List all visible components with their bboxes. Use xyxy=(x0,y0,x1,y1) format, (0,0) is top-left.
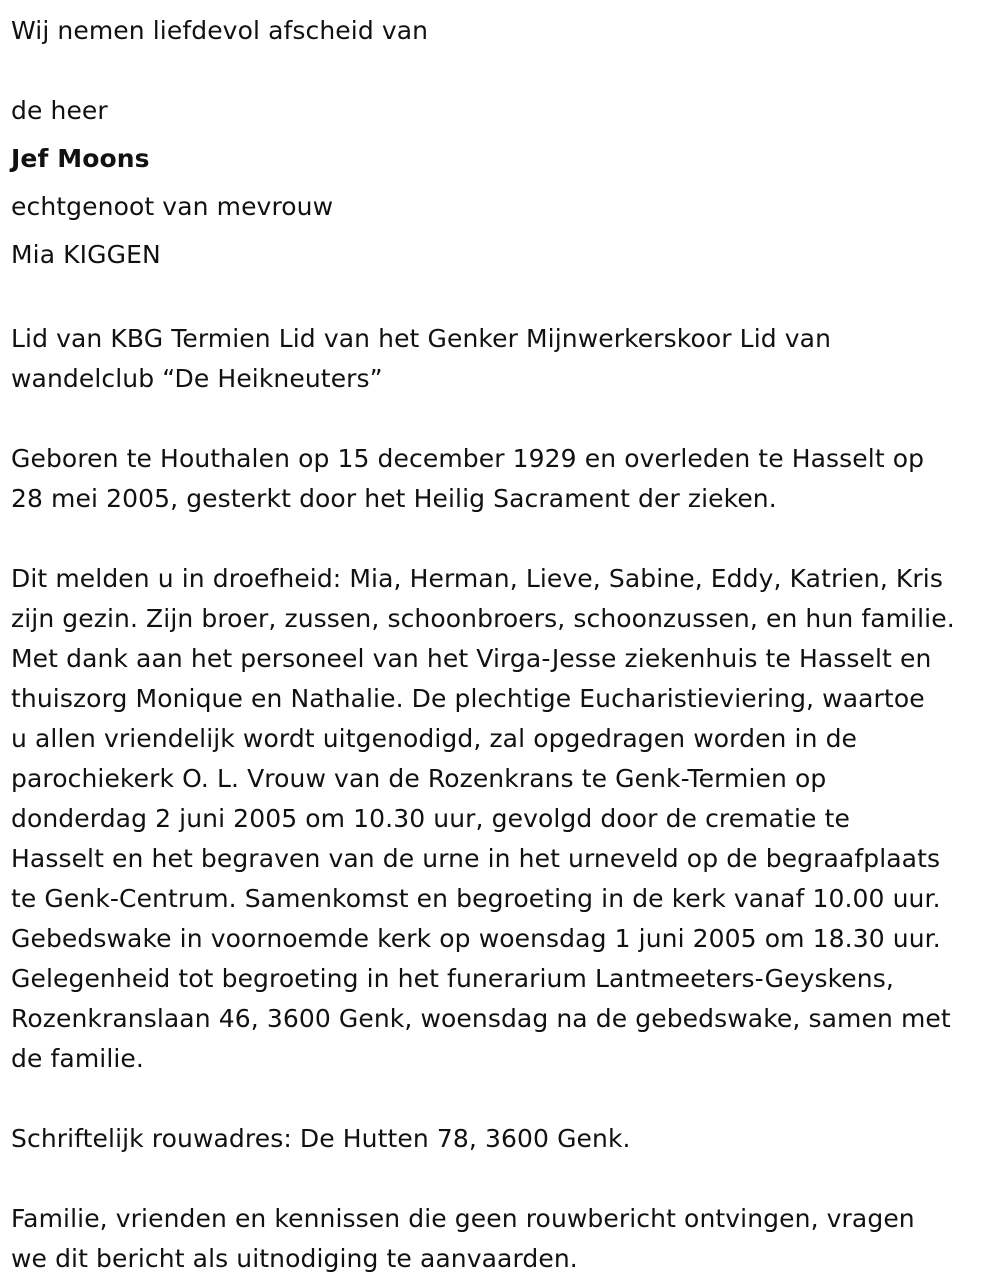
paragraph-spacer xyxy=(11,399,990,439)
spacer xyxy=(11,79,990,87)
paragraph-line: Rozenkranslaan 46, 3600 Genk, woensdag na de gebedswake, samen met xyxy=(11,1004,951,1033)
birth-death-paragraph xyxy=(11,439,990,519)
paragraph-spacer xyxy=(11,1159,990,1199)
memberships-paragraph xyxy=(11,319,990,399)
spacer xyxy=(11,71,990,79)
heading-block xyxy=(11,7,990,279)
paragraph-line: thuiszorg Monique en Nathalie. De plechtige Eucharistieviering, waartoe xyxy=(11,684,925,713)
spouse-label: echtgenoot van mevrouw xyxy=(11,192,334,221)
spouse-name: Mia KIGGEN xyxy=(11,240,161,269)
paragraph-line: we dit bericht als uitnodiging te aanvaarden. xyxy=(11,1244,578,1273)
paragraph-line: Lid van KBG Termien Lid van het Genker Mijnwerkerskoor Lid van xyxy=(11,324,832,353)
address-paragraph xyxy=(11,1119,990,1159)
paragraph-line: Dit melden u in droefheid: Mia, Herman, Lieve, Sabine, Eddy, Katrien, Kris xyxy=(11,564,943,593)
deceased-name: Jef Moons xyxy=(11,144,150,173)
paragraph-line: 28 mei 2005, gesterkt door het Heilig Sacrament der zieken. xyxy=(11,484,777,513)
paragraph-line: donderdag 2 juni 2005 om 10.30 uur, gevolgd door de crematie te xyxy=(11,804,850,833)
address-text: Schriftelijk rouwadres: De Hutten 78, 3600 Genk. xyxy=(11,1124,631,1153)
paragraph-spacer xyxy=(11,1079,990,1119)
paragraph-line: wandelclub “De Heikneuters” xyxy=(11,364,383,393)
paragraph-line: Familie, vrienden en kennissen die geen rouwbericht ontvingen, vragen xyxy=(11,1204,915,1233)
paragraph-line: Geboren te Houthalen op 15 december 1929 en overleden te Hasselt op xyxy=(11,444,925,473)
paragraph-line: Gebedswake in voornoemde kerk op woensdag 1 juni 2005 om 18.30 uur. xyxy=(11,924,941,953)
paragraph-line: zijn gezin. Zijn broer, zussen, schoonbroers, schoonzussen, en hun familie. xyxy=(11,604,955,633)
paragraph-line: Gelegenheid tot begroeting in het funerarium Lantmeeters-Geyskens, xyxy=(11,964,894,993)
paragraph-line: te Genk-Centrum. Samenkomst en begroeting in de kerk vanaf 10.00 uur. xyxy=(11,884,941,913)
announcement-paragraph xyxy=(11,559,990,1079)
paragraph-line: Met dank aan het personeel van het Virga-Jesse ziekenhuis te Hasselt en xyxy=(11,644,932,673)
paragraph-spacer xyxy=(11,279,990,319)
spacer xyxy=(11,63,990,71)
paragraph-line: Hasselt en het begraven van de urne in het urneveld op de begraafplaats xyxy=(11,844,941,873)
paragraph-spacer xyxy=(11,519,990,559)
intro-text: Wij nemen liefdevol afscheid van xyxy=(11,16,429,45)
spacer xyxy=(11,55,990,63)
paragraph-line: u allen vriendelijk wordt uitgenodigd, zal opgedragen worden in de xyxy=(11,724,858,753)
paragraph-line: de familie. xyxy=(11,1044,144,1073)
closing-paragraph xyxy=(11,1199,990,1279)
paragraph-line: parochiekerk O. L. Vrouw van de Rozenkrans te Genk-Termien op xyxy=(11,764,827,793)
title-prefix: de heer xyxy=(11,96,108,125)
